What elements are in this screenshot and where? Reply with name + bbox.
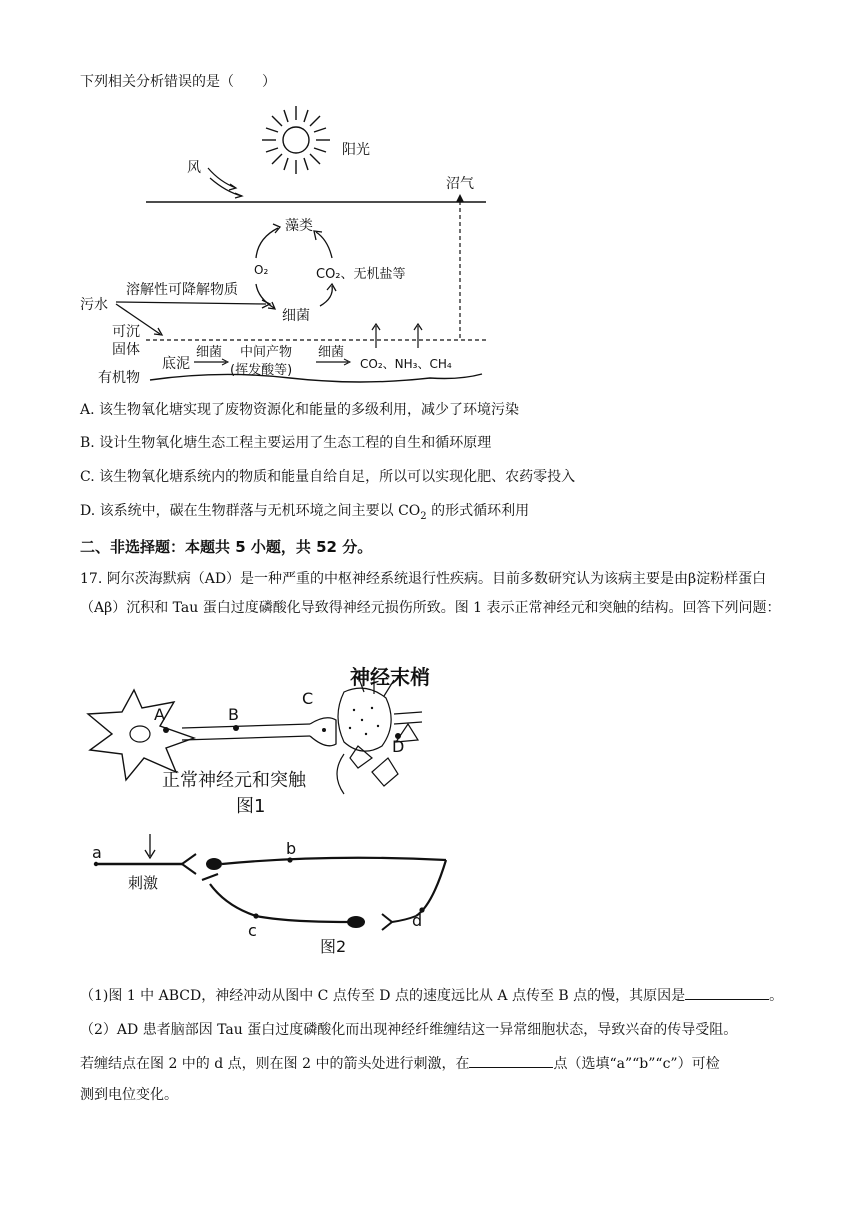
fig2-point-a: a: [92, 843, 102, 862]
gases-label: CO₂、NH₃、CH₄: [360, 357, 452, 371]
answer-blank-2[interactable]: [469, 1053, 553, 1068]
intermediate-label: 中间产物: [240, 345, 293, 360]
answer-blank-1[interactable]: [685, 985, 769, 1000]
sun-icon: [262, 106, 330, 174]
q17-sub1: （1)图 1 中 ABCD，神经冲动从图中 C 点传至 D 点的速度远比从 A 点传至 B 点的慢，其原因是 。: [80, 985, 783, 1006]
option-d: D. 该系统中，碳在生物群落与无机环境之间主要以 $CO_2$ 的形式循环利用: [80, 503, 530, 522]
bacteria-label: 细菌: [282, 308, 310, 324]
option-b: B. 设计生物氧化塘生态工程主要运用了生态工程的自生和循环原理: [80, 435, 492, 451]
fig1-caption: 正常神经元和突触: [162, 770, 306, 791]
bacteria-label-2: 细菌: [196, 345, 223, 360]
fig1-point-d: D: [392, 737, 405, 756]
q17-sub2-line3: 测到电位变化。: [80, 1087, 178, 1103]
fig2-point-b: b: [286, 839, 297, 858]
organic-label: 有机物: [98, 370, 140, 386]
sewage-label: 污水: [80, 297, 108, 313]
q17-intro: 17. 阿尔茨海默病（AD）是一种严重的中枢神经系统退行性疾病。目前多数研究认为该病主要是由β淀粉样蛋白（Aβ）沉积和 Tau 蛋白过度磷酸化导致得神经元损伤所致。图 1 表示正常神经元和突触的结构。回答下列问题：: [80, 571, 781, 616]
fig1-point-b: B: [228, 705, 239, 724]
sun-label: 阳光: [342, 142, 370, 158]
option-c: C. 该生物氧化塘系统内的物质和能量自给自足，所以可以实现化肥、农药零投入: [80, 469, 576, 485]
fig1-point-c: C: [302, 689, 314, 708]
question-stem: 下列相关分析错误的是（ ）: [80, 74, 276, 90]
co2-minerals-label: CO₂、无机盐等: [316, 267, 406, 282]
synapse-cluster: [337, 674, 422, 794]
option-a: A. 该生物氧化塘实现了废物资源化和能量的多级利用，减少了环境污染: [80, 402, 520, 418]
figure-2-circuit: [86, 826, 466, 966]
fig1-label: 图1: [236, 796, 266, 817]
fig2-point-d: d: [412, 911, 423, 930]
pond-bottom-curve: [150, 374, 482, 382]
fig2-stimulus-label: 刺激: [128, 874, 159, 892]
fig1-title-top: 神经末梢: [350, 665, 430, 689]
settleable-label-2: 固体: [112, 342, 140, 358]
wind-label: 风: [187, 160, 201, 176]
fig2-point-c: c: [248, 921, 257, 940]
q17-sub2-line1: （2）AD 患者脑部因 Tau 蛋白过度磷酸化而出现神经纤维缠结这一异常细胞状态，导致兴奋的传导受阻。: [80, 1022, 738, 1038]
volatile-acid-label: (挥发酸等): [230, 363, 293, 378]
fig1-point-a: A: [154, 705, 165, 724]
wind-arrows-icon: [208, 168, 242, 198]
neuron-cell-body: [88, 690, 194, 780]
soluble-matter-label: 溶解性可降解物质: [126, 282, 238, 298]
figure-1-neuron: [82, 662, 462, 822]
section-heading: 二、非选择题：本题共 5 小题，共 52 分。: [80, 538, 373, 556]
settleable-label-1: 可沉: [112, 324, 140, 340]
oxidation-pond-diagram: [70, 98, 500, 388]
bacteria-label-3: 细菌: [318, 345, 345, 360]
nucleus-icon: [130, 726, 150, 742]
algae-label: 藻类: [285, 218, 313, 234]
sludge-label: 底泥: [162, 356, 190, 372]
fig2-label: 图2: [320, 937, 347, 956]
o2-label: O₂: [254, 263, 269, 277]
biogas-label: 沼气: [446, 176, 474, 192]
q17-sub2-line2: 若缠结点在图 2 中的 d 点，则在图 2 中的箭头处进行刺激，在 点（选填“a”“b”“c”）可检: [80, 1053, 720, 1074]
